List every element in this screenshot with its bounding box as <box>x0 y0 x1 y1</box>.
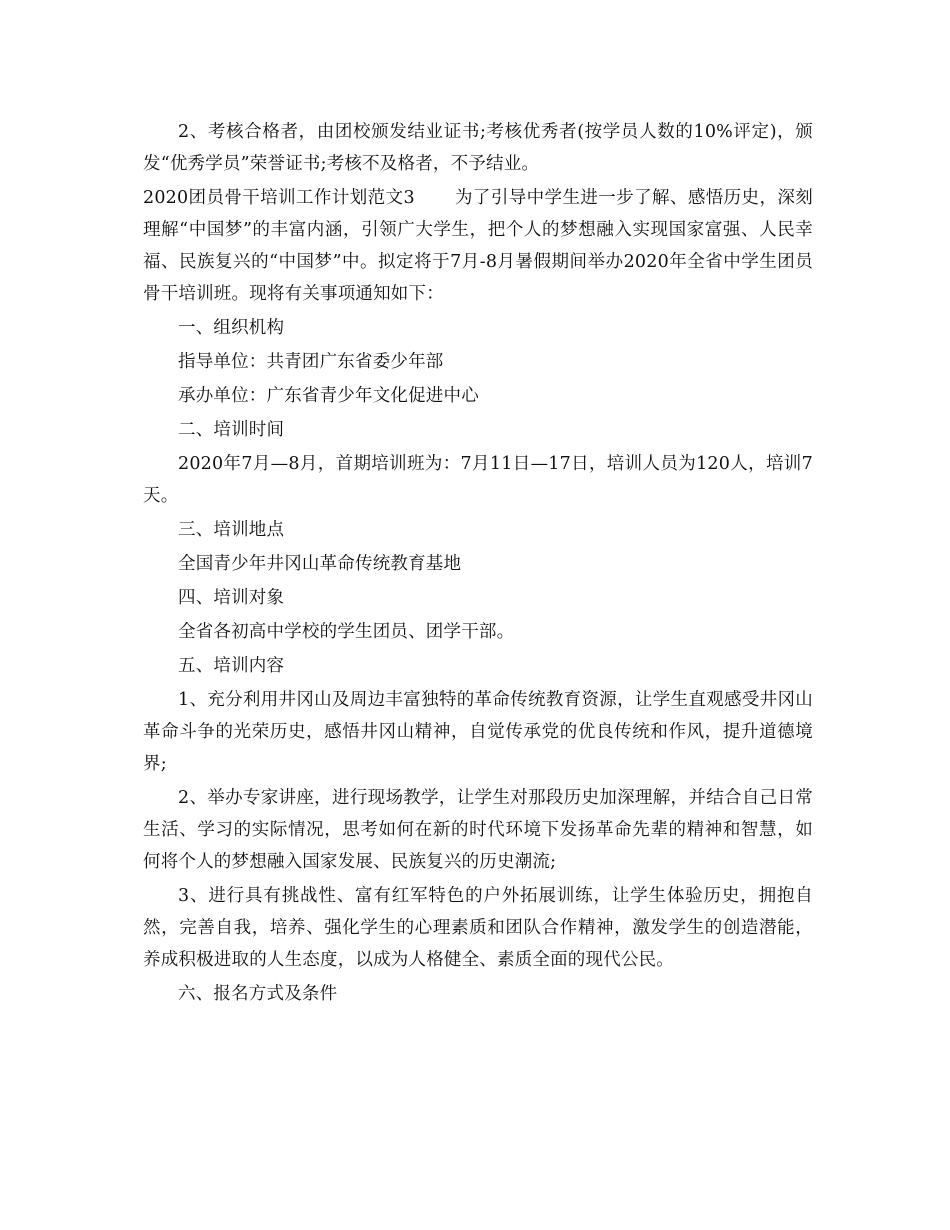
heading-training-place: 三、培训地点 <box>178 520 285 540</box>
paragraph-host-unit: 承办单位：广东省青少年文化促进中心 <box>178 386 479 406</box>
paragraph-content-1: 1、充分利用井冈山及周边丰富独特的革命传统教育资源，让学生直观感受井冈山革命斗争的光荣历史，感悟井冈山精神，自觉传承党的优良传统和作风，提升道德境界; <box>143 690 813 774</box>
paragraph-content-3: 3、进行具有挑战性、富有红军特色的户外拓展训练，让学生体验历史，拥抱自然，完善自我，培养、强化学生的心理素质和团队合作精神，激发学生的创造潜能，养成积极进取的人生态度，以成为人格健全、素质全面的现代公民。 <box>143 886 813 970</box>
paragraph-training-target: 全省各初高中学校的学生团员、团学干部。 <box>178 622 515 642</box>
document-title: 2020团员骨干培训工作计划范文3 <box>143 188 415 208</box>
heading-signup: 六、报名方式及条件 <box>178 984 338 1004</box>
paragraph-intro <box>143 182 813 310</box>
document-body <box>143 116 813 1012</box>
paragraph-content-2: 2、举办专家讲座，进行现场教学，让学生对那段历史加深理解，并结合自己日常生活、学习的实际情况，思考如何在新的时代环境下发扬革命先辈的精神和智慧，如何将个人的梦想融入国家发展、民族复兴的历史潮流; <box>143 788 813 872</box>
heading-training-target: 四、培训对象 <box>178 588 285 608</box>
paragraph-guide-unit: 指导单位：共青团广东省委少年部 <box>178 352 444 372</box>
heading-training-content: 五、培训内容 <box>178 656 285 676</box>
paragraph-assessment-2: 2、考核合格者，由团校颁发结业证书;考核优秀者(按学员人数的10%评定)，颁发“优秀学员”荣誉证书;考核不及格者，不予结业。 <box>143 122 813 174</box>
heading-organization: 一、组织机构 <box>178 318 285 338</box>
heading-training-time: 二、培训时间 <box>178 420 285 440</box>
paragraph-training-time: 2020年7月—8月，首期培训班为：7月11日—17日，培训人员为120人，培训7天。 <box>143 454 813 506</box>
intro-text: 为了引导中学生进一步了解、感悟历史，深刻理解“中国梦”的丰富内涵，引领广大学生，把个人的梦想融入实现国家富强、人民幸福、民族复兴的“中国梦”中。拟定将于7月-8月暑假期间举办2020年全省中学生团员骨干培训班。现将有关事项通知如下： <box>143 188 813 304</box>
paragraph-training-place: 全国青少年井冈山革命传统教育基地 <box>178 554 462 574</box>
